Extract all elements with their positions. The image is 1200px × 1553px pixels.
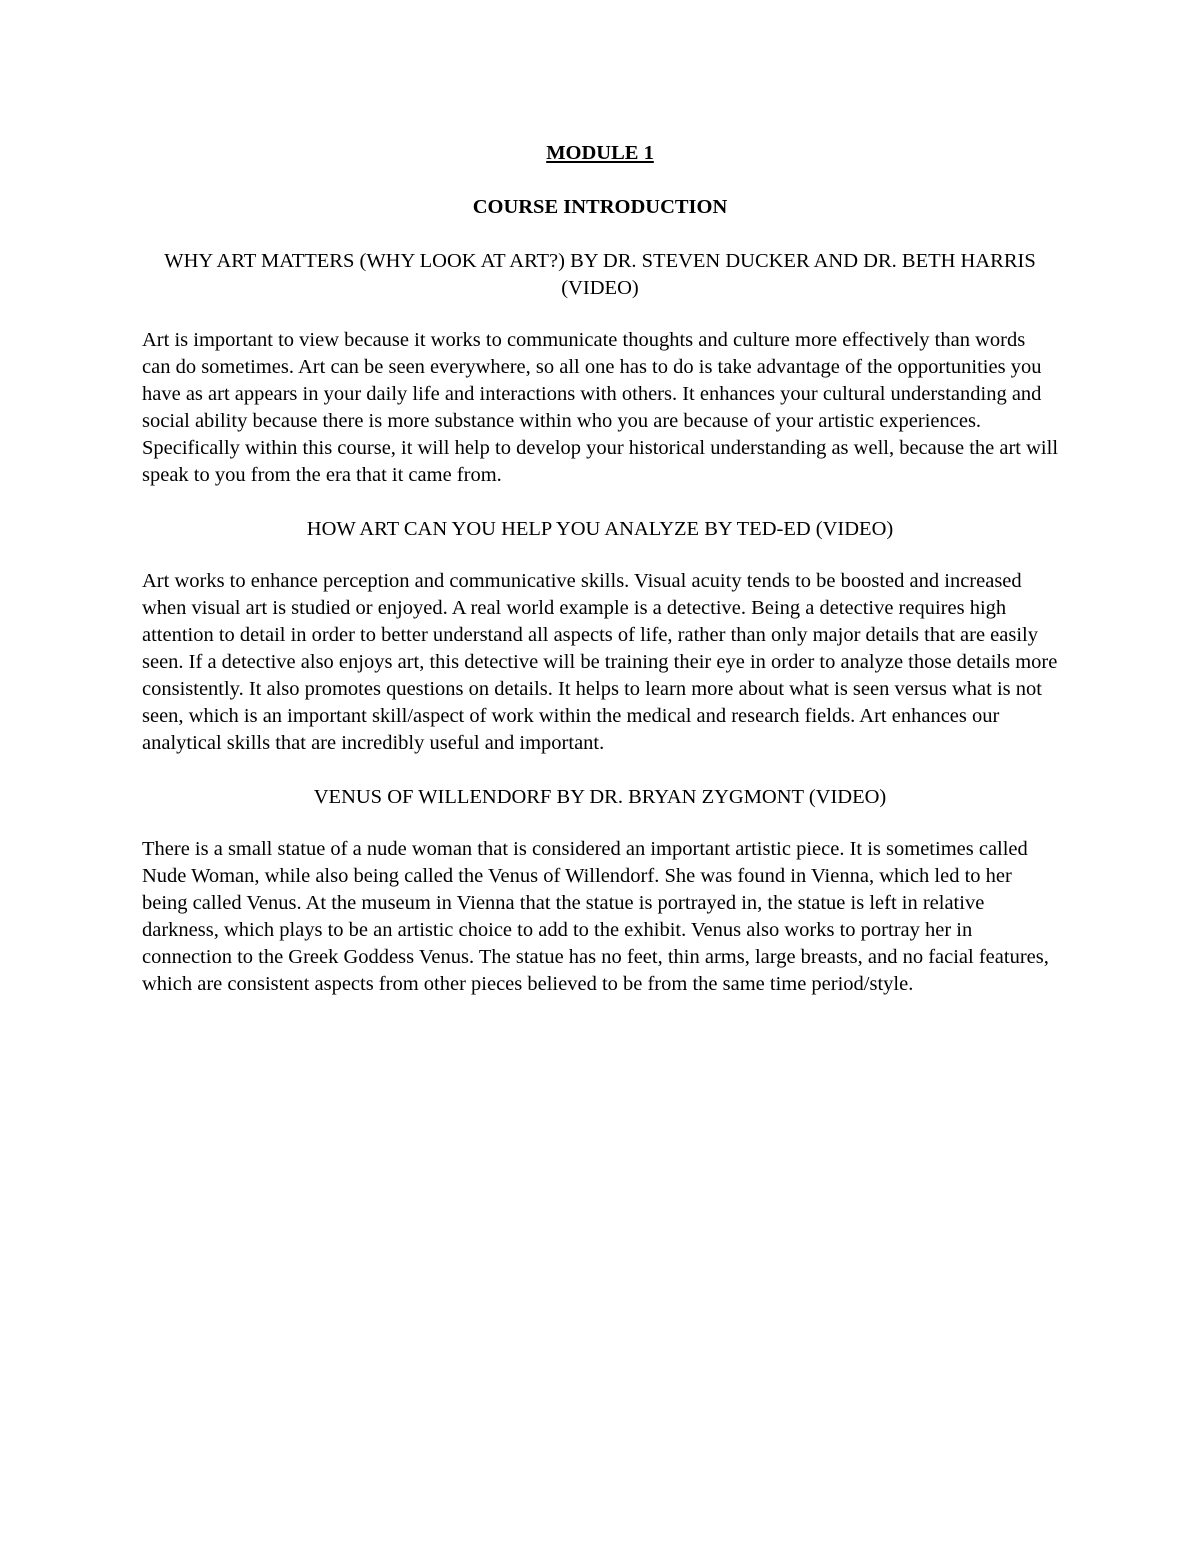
section-heading-why-art-matters: WHY ART MATTERS (WHY LOOK AT ART?) BY DR. STEVEN DUCKER AND DR. BETH HARRIS (VIDEO) [164, 250, 1036, 299]
section-heading-venus-of-willendorf: VENUS OF WILLENDORF BY DR. BRYAN ZYGMONT (VIDEO) [313, 786, 887, 808]
document-title: MODULE 1 [546, 142, 654, 164]
section-body-why-art-matters: Art is important to view because it works to communicate thoughts and culture more effectively than words can do sometimes. Art can be seen everywhere, so all one has to do is take advantage of the opportunities you have as art appears in your daily life and interactions with others. It enhances your cultural understanding and social ability because there is more substance within who you are because of your artistic experiences. Specifically within this course, it will help to develop your historical understanding as well, because the art will speak to you from the era that it came from. [142, 329, 1059, 486]
document-subtitle: COURSE INTRODUCTION [472, 196, 728, 218]
section-body-venus-of-willendorf: There is a small statue of a nude woman that is considered an important artistic piece. It is sometimes called Nude Woman, while also being called the Venus of Willendorf. She was found in Vienna, which led to her being called Venus. At the museum in Vienna that the statue is portrayed in, the statue is left in relative darkness, which plays to be an artistic choice to add to the exhibit. Venus also works to portray her in connection to the Greek Goddess Venus. The statue has no feet, thin arms, large breasts, and no facial features, which are consistent aspects from other pieces believed to be from the same time period/style. [142, 838, 1049, 995]
section-heading-art-analyze: HOW ART CAN YOU HELP YOU ANALYZE BY TED-ED (VIDEO) [306, 518, 894, 540]
section-body-art-analyze: Art works to enhance perception and communicative skills. Visual acuity tends to be boosted and increased when visual art is studied or enjoyed. A real world example is a detective. Being a detective requires high attention to detail in order to better understand all aspects of life, rather than only major details that are easily seen. If a detective also enjoys art, this detective will be training their eye in order to analyze those details more consistently. It also promotes questions on details. It helps to learn more about what is seen versus what is not seen, which is an important skill/aspect of work within the medical and research fields. Art enhances our analytical skills that are incredibly useful and important. [142, 570, 1058, 754]
document-page [142, 140, 1058, 998]
